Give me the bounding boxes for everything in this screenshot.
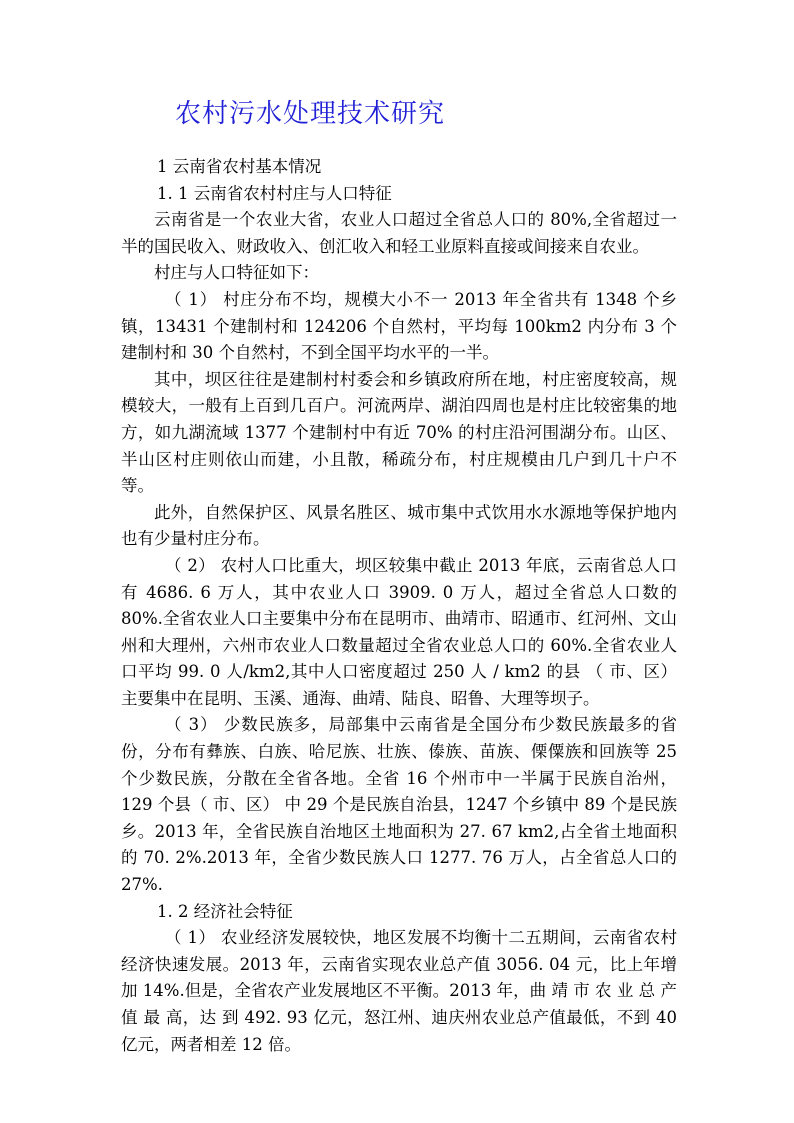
section-heading-1-1: 1. 1 云南省农村村庄与人口特征 xyxy=(157,183,392,203)
paragraph-item-1: （ 1） 村庄分布不均，规模大小不一 2013 年全省共有 1348 个乡镇，13431 个建制村和 124206 个自然村，平均每 100km2 内分布 3 个建制村和 30 个自然村，不到全国平均水平的一半。 xyxy=(121,289,677,363)
paragraph-item-3: （ 3） 少数民族多，局部集中云南省是全国分布少数民族最多的省份，分布有彝族、白族、哈尼族、壮族、傣族、苗族、傈僳族和回族等 25 个少数民族，分散在全省各地。全省 16 个州市中一半属于民族自治州，129 个县（ 市、区） 中 29 个是民族自治县，1247 个乡镇中 89 个是民族乡。2013 年，全省民族自治地区土地面积为 27. 67 km2,占全省土地面积的 70. 2%.2013 年，全省少数民族人口 1277. 76 万人，占全省总人口的 27%. xyxy=(121,715,677,895)
section-heading-1-2: 1. 2 经济社会特征 xyxy=(157,901,293,921)
document-body xyxy=(121,154,677,1058)
document-title: 农村污水处理技术研究 xyxy=(175,99,446,129)
section-heading-1: 1 云南省农村基本情况 xyxy=(157,157,322,176)
paragraph-features-intro: 村庄与人口特征如下： xyxy=(154,263,319,283)
paragraph-overview: 云南省是一个农业大省，农业人口超过全省总人口的 80%,全省超过一半的国民收入、财政收入、创汇收入和轻工业原料直接或间接来自农业。 xyxy=(121,210,677,256)
paragraph-bazi: 其中，坝区往往是建制村村委会和乡镇政府所在地，村庄密度较高，规模较大，一般有上百到几百户。河流两岸、湖泊四周也是村庄比较密集的地方，如九湖流域 1377 个建制村中有近 70% 的村庄沿河围湖分布。山区、半山区村庄则依山而建，小且散，稀疏分布，村庄规模由几户到几十户不等。 xyxy=(121,369,677,496)
paragraph-item-2: （ 2） 农村人口比重大，坝区较集中截止 2013 年底，云南省总人口有 4686. 6 万人，其中农业人口 3909. 0 万人，超过全省总人口数的 80%.全省农业人口主要集中分布在昆明市、曲靖市、昭通市、红河州、文山州和大理州，六州市农业人口数量超过全省农业总人口的 60%.全省农业人口平均 99. 0 人/km2,其中人口密度超过 250 人 / km2 的县 （ 市、区） 主要集中在昆明、玉溪、通海、曲靖、陆良、昭鲁、大理等坝子。 xyxy=(121,555,677,708)
paragraph-economy-1: （ 1） 农业经济发展较快，地区发展不均衡十二五期间，云南省农村经济快速发展。2013 年，云南省实现农业总产值 3056. 04 元，比上年增加 14%.但是，全省农产业发展地区不平衡。2013 年，曲 靖 市 农 业 总 产 值 最 高，达 到 492. 93 亿元，怒江州、迪庆州农业总产值最低，不到 40 亿元，两者相差 12 倍。 xyxy=(121,928,677,1054)
paragraph-protected-areas: 此外，自然保护区、风景名胜区、城市集中式饮用水水源地等保护地内也有少量村庄分布。 xyxy=(121,502,677,549)
